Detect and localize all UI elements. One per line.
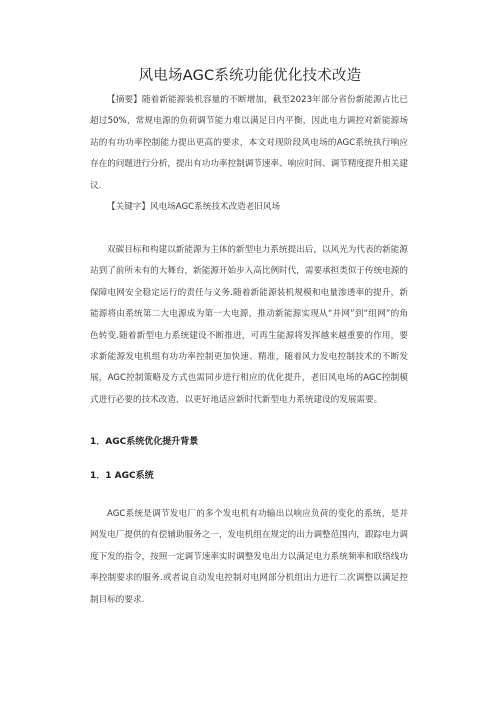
section-heading-1: 1．AGC系统优化提升背景 [90, 437, 199, 447]
section-heading-1-1: 1．1 AGC系统 [90, 471, 154, 481]
abstract-paragraph: 【摘要】随着新能源装机容量的不断增加，截至2023年部分省份新能源占比已超过50%，常规电源的负荷调节能力难以满足日内平衡，因此电力调控对新能源场站的有功功率控制能力提出更高的要求，本文对现阶段风电场的AGC系统执行响应存在的问题进行分析，提出有功功率控制调节速率、响应时间、调节精度提升相关建议. [90, 95, 408, 191]
intro-paragraph: 双碳目标和构建以新能源为主体的新型电力系统提出后，以风光为代表的新能源站到了前所未有的大舞台，新能源开始步入高比例时代，需要承担类似于传统电源的保障电网安全稳定运行的责任与义务.随着新能源装机规模和电量渗透率的提升，新能源将由系统第二大电源成为第一大电源，推动新能源实现从“并网”到“组网”的角色转变.随着新型电力系统建设不断推进，可再生能源将发挥越来越重要的作用，要求新能源发电机组有功功率控制更加快速、精准，随着风力发电控制技术的不断发展，AGC控制策略及方式也需同步进行相应的优化提升，老旧风电场的AGC控制模式进行必要的技术改造，以更好地适应新时代新型电力系统建设的发展需要。 [90, 245, 408, 405]
body-paragraph-agc: AGC系统是调节发电厂的多个发电机有功输出以响应负荷的变化的系统，是并网发电厂提供的有偿辅助服务之一，发电机组在规定的出力调整范围内，跟踪电力调度下发的指令，按照一定调节速率实时调整发电出力以满足电力系统频率和联络线功率控制要求的服务.或者说自动发电控制对电网部分机组出力进行二次调整以满足控制目标的要求. [90, 509, 408, 605]
keywords-line: 【关键字】风电场AGC系统技术改造老旧风场 [107, 202, 281, 212]
paper-title: 风电场AGC系统功能优化技术改造 [138, 68, 362, 84]
